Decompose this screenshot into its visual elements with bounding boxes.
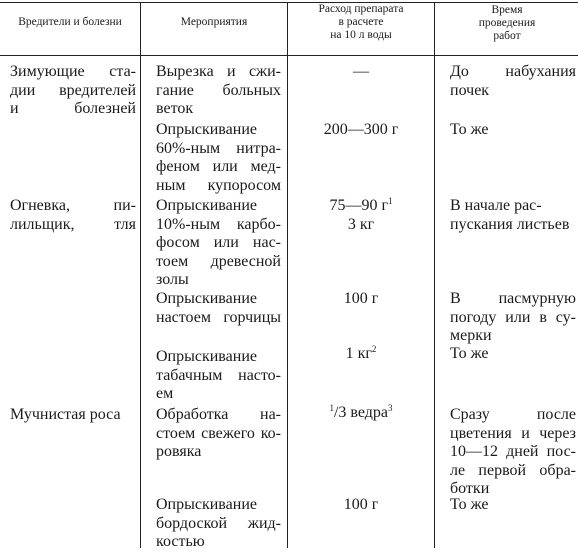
row-6-measure: Обработка на- стоем свежего ко- ровяка: [156, 406, 281, 460]
row-2-measure: Опрыскивание 60%-ным нитра- феном или мед- ным купоросом: [156, 121, 281, 194]
row-3-time: В начале рас- пускания листьев: [450, 197, 570, 233]
row-7-measure: Опрыскивание бордоской жид- костью: [156, 496, 281, 550]
row-2-dose: 200—300 г: [323, 121, 399, 138]
row-7-dose: 100 г: [343, 496, 379, 513]
row-1-measure: Вырезка и сжи- гание больных веток: [156, 63, 281, 117]
column-divider-3: [434, 2, 435, 548]
header-pests: Вредители и болезни: [18, 16, 122, 28]
row-5-dose: [289, 345, 433, 364]
row-5-measure: Опрыскивание табачным насто- ем: [156, 348, 281, 402]
column-divider-1: [140, 2, 141, 548]
footnote-1-marker: 1: [388, 196, 393, 206]
row-4-time: В пасмурную погоду или в су- мерки: [450, 290, 576, 344]
row-3-dose: [289, 197, 433, 234]
row-5-time: То же: [450, 345, 489, 362]
row-2-time: То же: [450, 121, 489, 138]
row-3-pest: Огневка, пи- лильщик, тля: [10, 197, 136, 233]
row-3-dose-value: 75—90 г: [329, 197, 389, 214]
header-dosage: Расход препарата в расчете на 10 л воды: [318, 3, 404, 41]
column-divider-2: [287, 2, 288, 548]
header-timing: Время проведения работ: [478, 4, 536, 42]
header-measures: Мероприятия: [180, 16, 248, 28]
fraction-numerator: 1: [329, 403, 334, 413]
row-7-time: То же: [450, 496, 489, 513]
header-bottom-rule: [0, 55, 578, 56]
row-3-measure: Опрыскивание 10%-ным карбо- фосом или нас- тоем древесной золы: [156, 197, 281, 288]
footnote-3-marker: 3: [388, 403, 393, 413]
row-6-dose-value: /3 ведра: [333, 404, 389, 421]
row-5-dose-value: 1 кг: [345, 345, 372, 362]
row-6-pest: Мучнистая роса: [10, 406, 121, 423]
row-6-time: Сразу после цветения и через 10—12 дней пос- ле первой обра- ботки: [450, 406, 576, 497]
row-1-dose: —: [353, 63, 369, 80]
row-1-time: До набухания почек: [450, 63, 576, 99]
row-4-measure: Опрыскивание настоем горчицы: [156, 290, 281, 326]
row-3-dose-value-2: 3 кг: [347, 215, 375, 233]
row-1-pest: Зимующие ста- дии вредителей и болезней: [10, 63, 136, 117]
row-6-dose: [289, 404, 433, 423]
row-4-dose: 100 г: [343, 290, 379, 307]
footnote-2-marker: 2: [371, 344, 377, 354]
